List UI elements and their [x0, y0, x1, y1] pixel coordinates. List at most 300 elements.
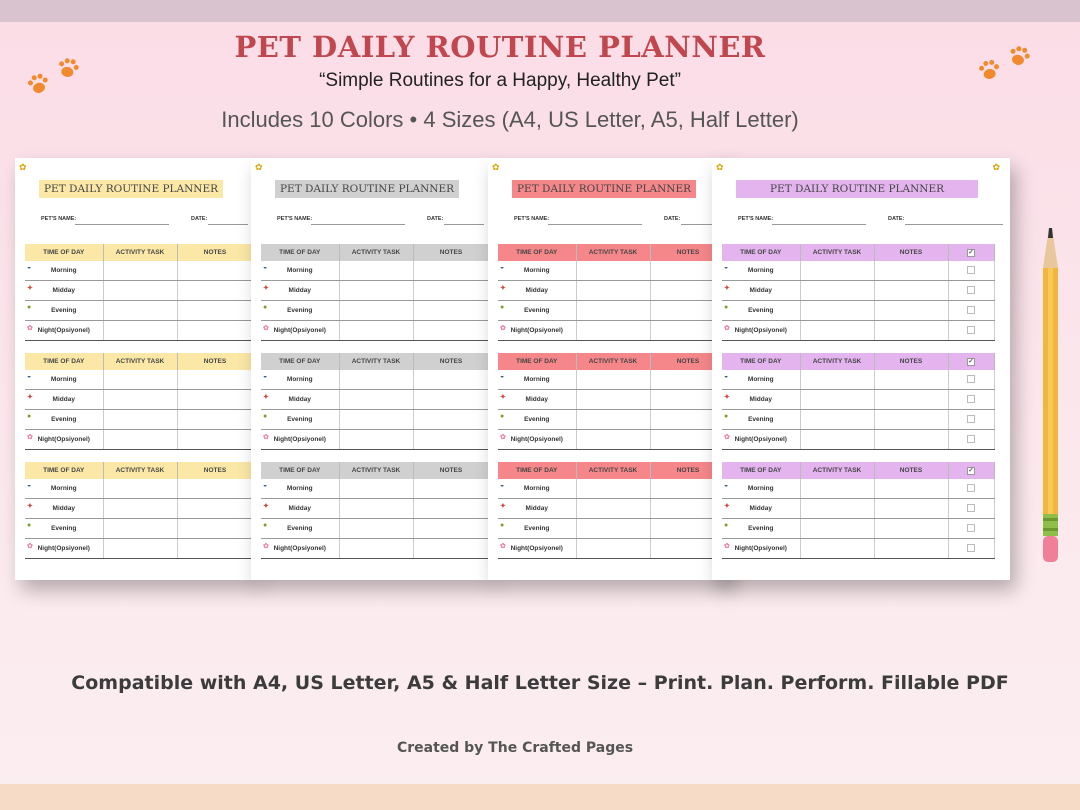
table-row — [722, 390, 994, 410]
activity-task-cell[interactable] — [103, 281, 177, 301]
table-row — [498, 301, 726, 321]
pills-icon: ✦ — [500, 394, 506, 401]
checkbox[interactable] — [967, 375, 975, 383]
activity-task-cell[interactable] — [339, 281, 413, 301]
activity-task-cell[interactable] — [800, 390, 874, 410]
time-of-day-label: Morning — [50, 267, 77, 274]
planner-sheet-purple — [712, 158, 1010, 580]
notes-cell[interactable] — [413, 499, 489, 519]
activity-task-cell[interactable] — [800, 321, 874, 341]
time-of-day-label: Evening — [287, 525, 313, 532]
column-header: ACTIVITY TASK — [339, 353, 413, 370]
table-row — [261, 370, 489, 390]
column-header: NOTES — [874, 244, 948, 261]
notes-cell[interactable] — [177, 281, 253, 301]
routine-table — [25, 244, 254, 341]
time-of-day-cell — [498, 410, 576, 430]
activity-task-cell[interactable] — [576, 321, 650, 341]
bowl-icon: ◒ — [500, 482, 505, 489]
activity-task-cell[interactable] — [576, 261, 650, 281]
routine-table — [722, 462, 995, 559]
activity-task-cell[interactable] — [103, 370, 177, 390]
checkbox[interactable] — [967, 286, 975, 294]
time-of-day-cell — [722, 479, 800, 499]
checkbox-cell — [948, 261, 994, 281]
checkbox-cell — [948, 539, 994, 559]
time-of-day-cell — [498, 370, 576, 390]
activity-task-cell[interactable] — [103, 410, 177, 430]
column-header: TIME OF DAY — [722, 244, 800, 261]
planner-sheet-yellow — [15, 158, 255, 580]
table-row — [498, 370, 726, 390]
time-of-day-label: Night(Opsiyonel) — [273, 436, 326, 443]
time-of-day-cell — [498, 430, 576, 450]
table-row — [722, 281, 994, 301]
time-of-day-cell — [261, 410, 339, 430]
time-of-day-label: Night(Opsiyonel) — [510, 545, 563, 552]
notes-cell[interactable] — [413, 370, 489, 390]
time-of-day-label: Midday — [52, 396, 75, 403]
notes-cell[interactable] — [413, 321, 489, 341]
table-row — [261, 410, 489, 430]
pets-name-field[interactable] — [75, 224, 169, 225]
pills-icon: ✦ — [263, 503, 269, 510]
pets-name-label: PET'S NAME: — [41, 216, 77, 222]
table-row — [722, 499, 994, 519]
notes-cell[interactable] — [413, 390, 489, 410]
notes-cell[interactable] — [177, 430, 253, 450]
pets-name-label: PET'S NAME: — [277, 216, 313, 222]
notes-cell[interactable] — [413, 479, 489, 499]
planner-title: PET DAILY ROUTINE PLANNER — [39, 180, 223, 198]
time-of-day-label: Midday — [288, 396, 311, 403]
notes-cell[interactable] — [874, 390, 948, 410]
table-row — [722, 539, 994, 559]
checkbox-checked[interactable]: ✓ — [968, 357, 974, 365]
activity-task-cell[interactable] — [800, 370, 874, 390]
time-of-day-label: Midday — [749, 287, 772, 294]
ball-icon: ● — [500, 522, 505, 529]
date-label: DATE: — [427, 216, 444, 222]
time-of-day-cell — [25, 499, 103, 519]
checkbox-checked[interactable]: ✓ — [968, 248, 974, 256]
time-of-day-cell — [25, 370, 103, 390]
bowl-icon: ◒ — [500, 373, 505, 380]
pencil-icon — [1036, 228, 1066, 583]
paw-pad-icon: ✿ — [500, 543, 506, 550]
table-row — [498, 499, 726, 519]
activity-task-cell[interactable] — [576, 301, 650, 321]
activity-task-cell[interactable] — [339, 370, 413, 390]
paw-pad-icon: ✿ — [27, 543, 33, 550]
paw-print-icon — [22, 56, 86, 100]
time-of-day-label: Evening — [524, 416, 550, 423]
table-row — [722, 370, 994, 390]
column-header: TIME OF DAY — [25, 462, 103, 479]
time-of-day-cell — [25, 410, 103, 430]
time-of-day-label: Morning — [523, 485, 550, 492]
notes-cell[interactable] — [413, 301, 489, 321]
bottom-band — [0, 784, 1080, 810]
table-row — [722, 261, 994, 281]
pets-name-field[interactable] — [772, 224, 866, 225]
activity-task-cell[interactable] — [103, 430, 177, 450]
paw-print-icon — [975, 44, 1039, 88]
time-of-day-cell — [261, 479, 339, 499]
time-of-day-cell — [722, 430, 800, 450]
column-header: NOTES — [650, 462, 726, 479]
date-field[interactable] — [444, 224, 484, 225]
ball-icon: ● — [263, 304, 268, 311]
time-of-day-cell — [722, 499, 800, 519]
table-row — [261, 301, 489, 321]
time-of-day-cell — [261, 430, 339, 450]
time-of-day-cell — [261, 281, 339, 301]
time-of-day-cell — [25, 281, 103, 301]
activity-task-cell[interactable] — [800, 479, 874, 499]
activity-task-cell[interactable] — [800, 430, 874, 450]
time-of-day-cell — [261, 519, 339, 539]
planner-title: PET DAILY ROUTINE PLANNER — [736, 180, 978, 198]
activity-task-cell[interactable] — [576, 539, 650, 559]
routine-table — [498, 462, 727, 559]
activity-task-cell[interactable] — [103, 390, 177, 410]
check-column-header — [948, 244, 994, 261]
notes-cell[interactable] — [177, 390, 253, 410]
activity-task-cell[interactable] — [800, 519, 874, 539]
time-of-day-label: Evening — [748, 307, 774, 314]
activity-task-cell[interactable] — [103, 519, 177, 539]
checkbox-cell — [948, 410, 994, 430]
table-row — [261, 261, 489, 281]
activity-task-cell[interactable] — [339, 539, 413, 559]
column-header: TIME OF DAY — [722, 353, 800, 370]
bowl-icon: ◒ — [27, 373, 32, 380]
bowl-icon: ◒ — [27, 264, 32, 271]
notes-cell[interactable] — [413, 519, 489, 539]
time-of-day-cell — [498, 539, 576, 559]
table-row — [261, 321, 489, 341]
time-of-day-label: Evening — [748, 525, 774, 532]
activity-task-cell[interactable] — [800, 410, 874, 430]
notes-cell[interactable] — [413, 410, 489, 430]
time-of-day-cell — [722, 410, 800, 430]
time-of-day-label: Evening — [51, 307, 77, 314]
time-of-day-label: Night(Opsiyonel) — [734, 327, 787, 334]
ball-icon: ● — [27, 522, 32, 529]
time-of-day-label: Night(Opsiyonel) — [37, 436, 90, 443]
notes-cell[interactable] — [177, 479, 253, 499]
table-row — [498, 519, 726, 539]
activity-task-cell[interactable] — [339, 479, 413, 499]
bowl-icon: ◒ — [724, 373, 729, 380]
time-of-day-cell — [498, 499, 576, 519]
time-of-day-label: Evening — [524, 307, 550, 314]
checkbox-cell — [948, 430, 994, 450]
checkbox-cell — [948, 301, 994, 321]
activity-task-cell[interactable] — [576, 499, 650, 519]
checkbox-cell — [948, 321, 994, 341]
activity-task-cell[interactable] — [103, 261, 177, 281]
date-field[interactable] — [905, 224, 1003, 225]
column-header: NOTES — [413, 244, 489, 261]
checkbox-cell — [948, 390, 994, 410]
checkbox[interactable] — [967, 266, 975, 274]
checkbox[interactable] — [967, 504, 975, 512]
activity-task-cell[interactable] — [339, 410, 413, 430]
time-of-day-cell — [261, 390, 339, 410]
column-header: ACTIVITY TASK — [800, 244, 874, 261]
pets-name-field[interactable] — [548, 224, 642, 225]
activity-task-cell[interactable] — [339, 261, 413, 281]
column-header: ACTIVITY TASK — [800, 353, 874, 370]
paw-pad-icon: ✿ — [263, 325, 269, 332]
pills-icon: ✦ — [500, 503, 506, 510]
table-row — [498, 539, 726, 559]
column-header: NOTES — [650, 353, 726, 370]
time-of-day-label: Morning — [286, 485, 313, 492]
table-row — [261, 479, 489, 499]
activity-task-cell[interactable] — [339, 519, 413, 539]
column-header: ACTIVITY TASK — [339, 244, 413, 261]
routine-table — [261, 244, 490, 341]
notes-cell[interactable] — [413, 539, 489, 559]
column-header: ACTIVITY TASK — [576, 462, 650, 479]
notes-cell[interactable] — [874, 281, 948, 301]
time-of-day-label: Morning — [286, 376, 313, 383]
checkbox[interactable] — [967, 415, 975, 423]
table-row — [261, 390, 489, 410]
activity-task-cell[interactable] — [576, 479, 650, 499]
notes-cell[interactable] — [874, 519, 948, 539]
routine-table — [25, 462, 254, 559]
activity-task-cell[interactable] — [576, 281, 650, 301]
notes-cell[interactable] — [874, 539, 948, 559]
table-row — [722, 519, 994, 539]
time-of-day-label: Midday — [288, 287, 311, 294]
ball-icon: ● — [500, 304, 505, 311]
notes-cell[interactable] — [177, 261, 253, 281]
table-row — [25, 539, 253, 559]
time-of-day-label: Evening — [287, 416, 313, 423]
notes-cell[interactable] — [177, 301, 253, 321]
notes-cell[interactable] — [177, 499, 253, 519]
pills-icon: ✦ — [27, 285, 33, 292]
activity-task-cell[interactable] — [339, 430, 413, 450]
ball-icon: ● — [263, 413, 268, 420]
bee-icon: ✿ — [19, 162, 27, 172]
time-of-day-cell — [261, 261, 339, 281]
table-row — [722, 321, 994, 341]
pills-icon: ✦ — [724, 503, 730, 510]
page-title: PET DAILY ROUTINE PLANNER — [234, 30, 766, 64]
time-of-day-label: Morning — [523, 267, 550, 274]
time-of-day-label: Evening — [524, 525, 550, 532]
notes-cell[interactable] — [874, 261, 948, 281]
time-of-day-label: Morning — [747, 485, 774, 492]
column-header: ACTIVITY TASK — [103, 462, 177, 479]
paw-pad-icon: ✿ — [263, 434, 269, 441]
time-of-day-cell — [722, 301, 800, 321]
activity-task-cell[interactable] — [103, 539, 177, 559]
pills-icon: ✦ — [724, 394, 730, 401]
date-label: DATE: — [664, 216, 681, 222]
notes-cell[interactable] — [413, 281, 489, 301]
pills-icon: ✦ — [724, 285, 730, 292]
table-row — [25, 321, 253, 341]
activity-task-cell[interactable] — [800, 539, 874, 559]
compatibility-text: Compatible with A4, US Letter, A5 & Half Letter Size – Print. Plan. Perform. Fillable PDF — [71, 672, 1009, 694]
activity-task-cell[interactable] — [103, 499, 177, 519]
time-of-day-cell — [25, 390, 103, 410]
time-of-day-label: Morning — [747, 376, 774, 383]
table-row — [722, 301, 994, 321]
activity-task-cell[interactable] — [339, 321, 413, 341]
checkbox-cell — [948, 479, 994, 499]
table-row — [722, 410, 994, 430]
bowl-icon: ◒ — [724, 264, 729, 271]
column-header: ACTIVITY TASK — [103, 244, 177, 261]
checkbox[interactable] — [967, 484, 975, 492]
notes-cell[interactable] — [874, 499, 948, 519]
activity-task-cell[interactable] — [339, 301, 413, 321]
time-of-day-label: Night(Opsiyonel) — [510, 327, 563, 334]
time-of-day-cell — [722, 261, 800, 281]
notes-cell[interactable] — [874, 410, 948, 430]
activity-task-cell[interactable] — [800, 499, 874, 519]
table-row — [498, 390, 726, 410]
activity-task-cell[interactable] — [103, 479, 177, 499]
bowl-icon: ◒ — [500, 264, 505, 271]
activity-task-cell[interactable] — [576, 430, 650, 450]
activity-task-cell[interactable] — [339, 390, 413, 410]
activity-task-cell[interactable] — [800, 281, 874, 301]
planner-sheet-red — [488, 158, 728, 580]
checkbox[interactable] — [967, 326, 975, 334]
notes-cell[interactable] — [874, 430, 948, 450]
table-row — [722, 430, 994, 450]
pills-icon: ✦ — [500, 285, 506, 292]
date-field[interactable] — [208, 224, 248, 225]
time-of-day-label: Evening — [748, 416, 774, 423]
table-row — [261, 281, 489, 301]
notes-cell[interactable] — [177, 519, 253, 539]
paw-pad-icon: ✿ — [724, 325, 730, 332]
checkbox[interactable] — [967, 524, 975, 532]
time-of-day-label: Midday — [525, 396, 548, 403]
time-of-day-cell — [25, 519, 103, 539]
activity-task-cell[interactable] — [576, 519, 650, 539]
notes-cell[interactable] — [874, 479, 948, 499]
notes-cell[interactable] — [177, 370, 253, 390]
activity-task-cell[interactable] — [576, 390, 650, 410]
checkbox[interactable] — [967, 306, 975, 314]
routine-table — [722, 353, 995, 450]
notes-cell[interactable] — [413, 261, 489, 281]
table-row — [261, 519, 489, 539]
pills-icon: ✦ — [27, 503, 33, 510]
notes-cell[interactable] — [177, 321, 253, 341]
notes-cell[interactable] — [177, 539, 253, 559]
ball-icon: ● — [27, 304, 32, 311]
checkbox[interactable] — [967, 435, 975, 443]
time-of-day-cell — [25, 321, 103, 341]
activity-task-cell[interactable] — [800, 301, 874, 321]
time-of-day-cell — [25, 301, 103, 321]
notes-cell[interactable] — [874, 370, 948, 390]
notes-cell[interactable] — [413, 430, 489, 450]
activity-task-cell[interactable] — [576, 410, 650, 430]
time-of-day-cell — [261, 499, 339, 519]
column-header: ACTIVITY TASK — [800, 462, 874, 479]
paw-pad-icon: ✿ — [500, 434, 506, 441]
notes-cell[interactable] — [874, 321, 948, 341]
table-row — [261, 499, 489, 519]
routine-table — [261, 462, 490, 559]
includes-text: Includes 10 Colors • 4 Sizes (A4, US Letter, A5, Half Letter) — [221, 107, 799, 132]
notes-cell[interactable] — [177, 410, 253, 430]
table-row — [25, 370, 253, 390]
checkbox[interactable] — [967, 544, 975, 552]
table-row — [25, 261, 253, 281]
table-row — [722, 479, 994, 499]
page-subtitle: “Simple Routines for a Happy, Healthy Pet” — [319, 70, 681, 91]
time-of-day-cell — [722, 390, 800, 410]
table-row — [25, 519, 253, 539]
pets-name-label: PET'S NAME: — [738, 216, 774, 222]
time-of-day-label: Morning — [50, 485, 77, 492]
activity-task-cell[interactable] — [576, 370, 650, 390]
table-row — [25, 301, 253, 321]
time-of-day-label: Night(Opsiyonel) — [734, 436, 787, 443]
column-header: NOTES — [177, 353, 253, 370]
top-band — [0, 0, 1080, 22]
ball-icon: ● — [263, 522, 268, 529]
activity-task-cell[interactable] — [800, 261, 874, 281]
time-of-day-cell — [722, 539, 800, 559]
checkbox-cell — [948, 281, 994, 301]
column-header: TIME OF DAY — [261, 353, 339, 370]
credit-text: Created by The Crafted Pages — [396, 740, 634, 756]
table-row — [498, 410, 726, 430]
pets-name-field[interactable] — [311, 224, 405, 225]
column-header: TIME OF DAY — [261, 462, 339, 479]
table-row — [498, 281, 726, 301]
activity-task-cell[interactable] — [103, 301, 177, 321]
time-of-day-cell — [498, 519, 576, 539]
time-of-day-label: Night(Opsiyonel) — [734, 545, 787, 552]
routine-table — [498, 244, 727, 341]
column-header: NOTES — [650, 244, 726, 261]
date-label: DATE: — [191, 216, 208, 222]
time-of-day-cell — [722, 281, 800, 301]
table-row — [25, 430, 253, 450]
bowl-icon: ◒ — [263, 482, 268, 489]
activity-task-cell[interactable] — [339, 499, 413, 519]
table-row — [498, 261, 726, 281]
table-row — [25, 281, 253, 301]
checkbox-checked[interactable]: ✓ — [968, 466, 974, 474]
time-of-day-label: Midday — [749, 505, 772, 512]
activity-task-cell[interactable] — [103, 321, 177, 341]
table-row — [25, 410, 253, 430]
column-header: NOTES — [177, 244, 253, 261]
notes-cell[interactable] — [874, 301, 948, 321]
checkbox[interactable] — [967, 395, 975, 403]
check-column-header — [948, 462, 994, 479]
time-of-day-cell — [261, 370, 339, 390]
column-header: NOTES — [413, 462, 489, 479]
